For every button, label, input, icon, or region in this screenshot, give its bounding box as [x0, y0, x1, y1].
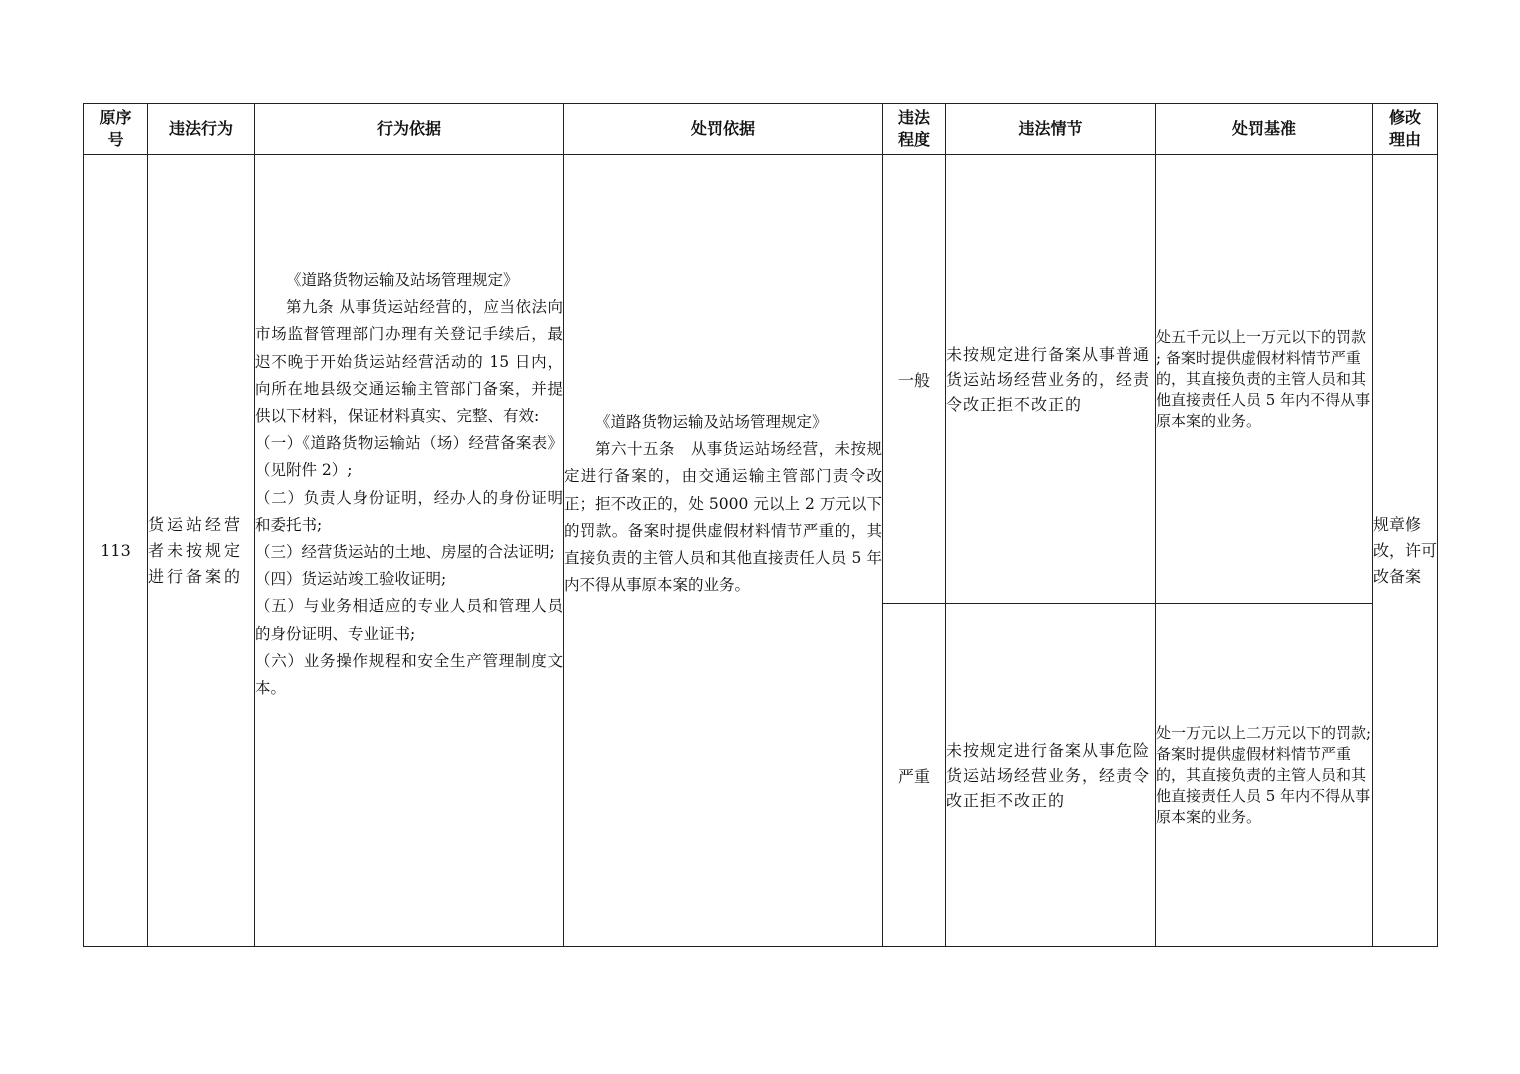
standard-general: 处五千元以上一万元以下的罚款 ; 备案时提供虚假材料情节严重的，其直接负责的主管人员和其他直接责任人员 5 年内不得从事原本案的业务。 — [1156, 155, 1373, 604]
penalty-article: 第六十五条 从事货运站场经营，未按规定进行备案的，由交通运输主管部门责令改正；拒不改正的，处 5000 元以上 2 万元以下的罚款。备案时提供虚假材料情节严重的，其直接负责的主管人员和其他直接责任人员 5 年内不得从事原本案的业务。 — [564, 440, 882, 595]
table-row — [84, 155, 1438, 604]
basis-item-5: （五）与业务相适应的专业人员和管理人员的身份证明、专业证书; — [255, 597, 563, 643]
header-seq: 原序号 — [84, 104, 148, 155]
basis-item-1: （一）《道路货物运输站（场）经营备案表》（见附件 2）; — [255, 434, 563, 480]
row-penalty-basis — [564, 155, 883, 947]
header-reason: 修改理由 — [1373, 104, 1438, 155]
basis-item-4: （四）货运站竣工验收证明; — [255, 570, 447, 589]
basis-item-6: （六）业务操作规程和安全生产管理制度文本。 — [255, 651, 563, 698]
row-basis — [255, 155, 564, 947]
circumstance-general: 未按规定进行备案从事普通货运站场经营业务的，经责令改正拒不改正的 — [946, 155, 1156, 604]
header-circumstance: 违法情节 — [946, 104, 1156, 155]
basis-item-3: （三）经营货运站的土地、房屋的合法证明; — [255, 543, 555, 562]
degree-general: 一般 — [883, 155, 946, 604]
penalty-table — [83, 103, 1438, 947]
basis-item-2: （二）负责人身份证明，经办人的身份证明和委托书; — [255, 488, 563, 534]
header-standard: 处罚基准 — [1156, 104, 1373, 155]
standard-serious: 处一万元以上二万元以下的罚款; 备案时提供虚假材料情节严重的，其直接负责的主管人员和其他直接责任人员 5 年内不得从事原本案的业务。 — [1156, 604, 1373, 947]
penalty-title: 《道路货物运输及站场管理规定》 — [595, 413, 828, 431]
row-reason: 规章修改，许可改备案 — [1373, 155, 1438, 947]
circumstance-serious: 未按规定进行备案从事危险货运站场经营业务，经责令改正拒不改正的 — [946, 604, 1156, 947]
degree-serious: 严重 — [883, 604, 946, 947]
header-act: 违法行为 — [148, 104, 255, 155]
header-basis: 行为依据 — [255, 104, 564, 155]
header-degree: 违法程度 — [883, 104, 946, 155]
header-penalty-basis: 处罚依据 — [564, 104, 883, 155]
row-act: 货运站经营者未按规定进行备案的 — [148, 155, 255, 947]
header-row — [84, 104, 1438, 155]
basis-title: 《道路货物运输及站场管理规定》 — [286, 271, 519, 289]
basis-article: 第九条 从事货运站经营的，应当依法向市场监督管理部门办理有关登记手续后，最迟不晚于开始货运站经营活动的 15 日内，向所在地县级交通运输主管部门备案，并提供以下材料，保证材料真实、完整、有效: — [255, 298, 563, 426]
row-seq: 113 — [84, 155, 148, 947]
